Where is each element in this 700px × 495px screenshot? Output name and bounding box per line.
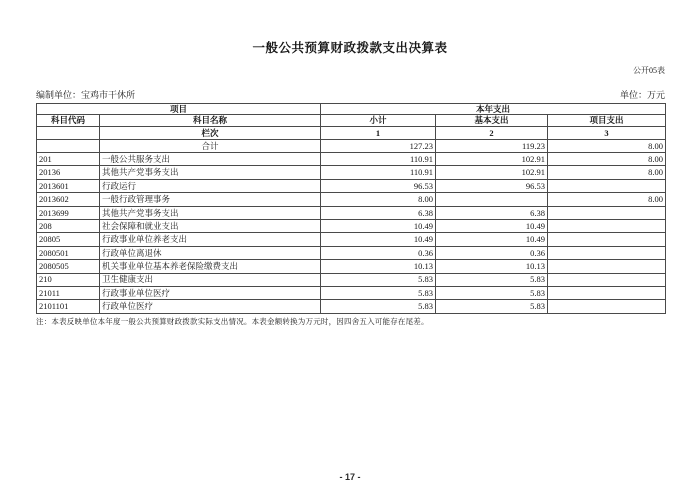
header-subject-code: 科目代码	[37, 115, 100, 127]
basic-value: 10.13	[436, 260, 548, 273]
subject-code: 2013602	[37, 193, 100, 206]
subject-name: 其他共产党事务支出	[100, 166, 321, 179]
basic-value: 0.36	[436, 246, 548, 259]
header-group-row	[37, 104, 666, 115]
project-value	[548, 286, 666, 299]
basic-value: 10.49	[436, 233, 548, 246]
subject-name: 行政单位离退休	[100, 246, 321, 259]
compiling-unit-label: 编制单位：宝鸡市干休所	[36, 90, 136, 100]
subject-code: 208	[37, 219, 100, 232]
table-row	[37, 179, 666, 192]
subject-code: 2013601	[37, 179, 100, 192]
subject-code: 2080505	[37, 260, 100, 273]
header-year-expenditure-group: 本年支出	[321, 104, 666, 115]
subtotal-value: 10.13	[321, 260, 436, 273]
basic-value: 102.91	[436, 153, 548, 166]
subject-code	[37, 140, 100, 153]
header-subject-name: 科目名称	[100, 115, 321, 127]
subtotal-value: 5.83	[321, 273, 436, 286]
subtotal-value: 6.38	[321, 206, 436, 219]
column-index-1: 1	[321, 127, 436, 140]
project-value: 8.00	[548, 153, 666, 166]
subtotal-value: 10.49	[321, 219, 436, 232]
header-subtotal: 小计	[321, 115, 436, 127]
basic-value	[436, 193, 548, 206]
header-project-expenditure: 项目支出	[548, 115, 666, 127]
subject-name: 行政单位医疗	[100, 300, 321, 313]
subject-code: 2101101	[37, 300, 100, 313]
basic-value: 6.38	[436, 206, 548, 219]
column-index-row	[37, 127, 666, 140]
subject-name: 机关事业单位基本养老保险缴费支出	[100, 260, 321, 273]
subject-name: 一般行政管理事务	[100, 193, 321, 206]
subject-code: 21011	[37, 286, 100, 299]
total-project: 8.00	[548, 140, 666, 153]
subject-name: 卫生健康支出	[100, 273, 321, 286]
basic-value: 102.91	[436, 166, 548, 179]
project-value	[548, 246, 666, 259]
table-row	[37, 273, 666, 286]
project-value	[548, 273, 666, 286]
subject-name: 行政运行	[100, 179, 321, 192]
table-code-label: 公开05表	[633, 66, 665, 75]
project-value: 8.00	[548, 193, 666, 206]
header-project-group: 项目	[37, 104, 321, 115]
table-row	[37, 260, 666, 273]
project-value	[548, 233, 666, 246]
table-row	[37, 219, 666, 232]
subtotal-value: 8.00	[321, 193, 436, 206]
subject-name: 社会保障和就业支出	[100, 219, 321, 232]
subtotal-value: 96.53	[321, 179, 436, 192]
table-row	[37, 166, 666, 179]
subject-name: 行政事业单位养老支出	[100, 233, 321, 246]
project-value	[548, 219, 666, 232]
subject-code: 210	[37, 273, 100, 286]
project-value	[548, 206, 666, 219]
subject-name: 行政事业单位医疗	[100, 286, 321, 299]
subtotal-value: 110.91	[321, 153, 436, 166]
table-row	[37, 233, 666, 246]
project-value	[548, 179, 666, 192]
subject-code: 2080501	[37, 246, 100, 259]
table-row	[37, 206, 666, 219]
header-columns-row	[37, 115, 666, 127]
basic-value: 5.83	[436, 273, 548, 286]
project-value: 8.00	[548, 166, 666, 179]
page-title: 一般公共预算财政拨款支出决算表	[252, 41, 448, 55]
project-value	[548, 300, 666, 313]
basic-value: 5.83	[436, 300, 548, 313]
currency-unit-label: 单位：万元	[619, 90, 665, 100]
meta-row	[36, 88, 665, 101]
subject-name: 其他共产党事务支出	[100, 206, 321, 219]
total-subtotal: 127.23	[321, 140, 436, 153]
subtotal-value: 5.83	[321, 300, 436, 313]
column-index-3: 3	[548, 127, 666, 140]
footnote: 注：本表反映单位本年度一般公共预算财政拨款实际支出情况。本表金额转换为万元时，因四舍五入可能存在尾差。	[36, 316, 429, 326]
subject-code: 201	[37, 153, 100, 166]
table-row	[37, 246, 666, 259]
subject-code: 20805	[37, 233, 100, 246]
subtotal-value: 110.91	[321, 166, 436, 179]
total-basic: 119.23	[436, 140, 548, 153]
table-row	[37, 300, 666, 313]
page-number: - 17 -	[339, 472, 361, 482]
basic-value: 10.49	[436, 219, 548, 232]
table-row	[37, 286, 666, 299]
row-label: 栏次	[100, 127, 321, 140]
budget-table	[36, 103, 666, 314]
basic-value: 96.53	[436, 179, 548, 192]
project-value	[548, 260, 666, 273]
table-row	[37, 193, 666, 206]
table-row	[37, 153, 666, 166]
column-index-2: 2	[436, 127, 548, 140]
subtotal-value: 10.49	[321, 233, 436, 246]
header-basic-expenditure: 基本支出	[436, 115, 548, 127]
basic-value: 5.83	[436, 286, 548, 299]
subject-code: 20136	[37, 166, 100, 179]
empty-cell	[37, 127, 100, 140]
total-row	[37, 140, 666, 153]
subtotal-value: 0.36	[321, 246, 436, 259]
subject-code: 2013699	[37, 206, 100, 219]
subject-name: 一般公共服务支出	[100, 153, 321, 166]
subtotal-value: 5.83	[321, 286, 436, 299]
total-label: 合计	[100, 140, 321, 153]
